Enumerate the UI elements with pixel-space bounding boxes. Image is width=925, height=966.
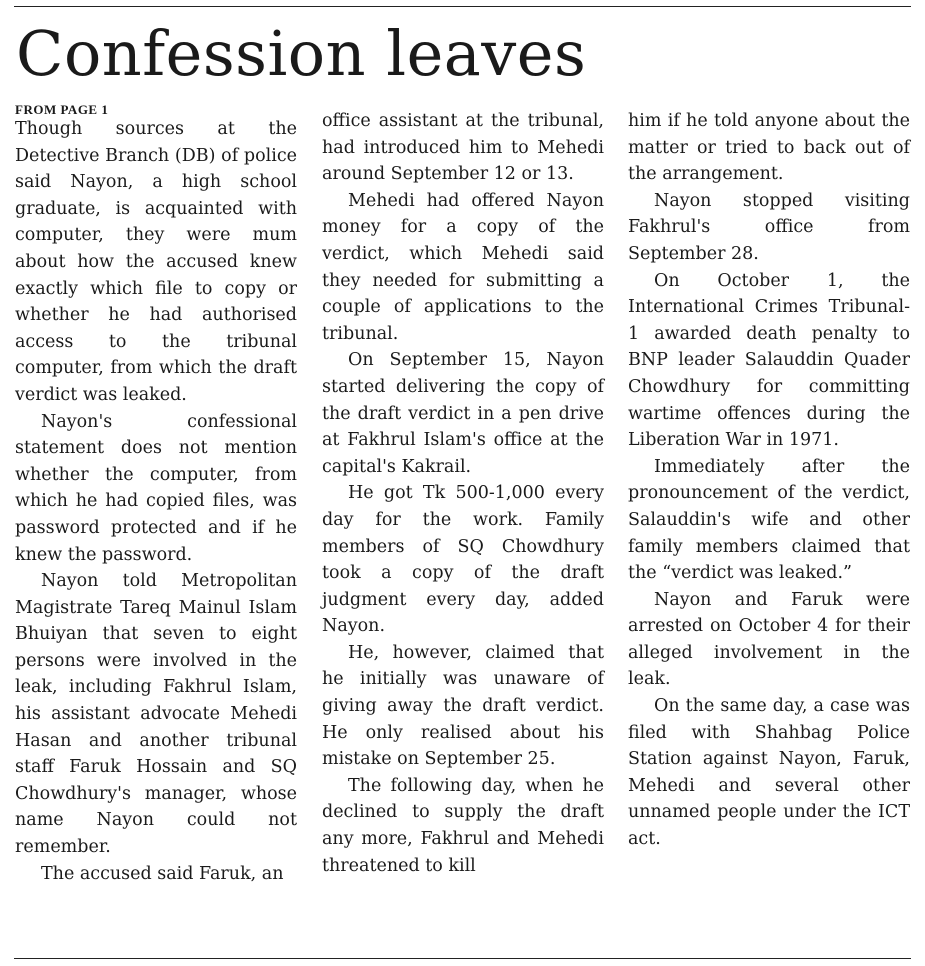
paragraph: office assistant at the tribunal, had introduced him to Mehedi around September 12 or 13. xyxy=(322,111,604,185)
headline: Confession leaves xyxy=(16,17,587,90)
paragraph: Nayon stopped visiting Fakhrul's office from September 28. xyxy=(628,190,910,264)
paragraph: He, however, claimed that he initially was unaware of giving away the draft verdict. He only realised about his mistake on September 25. xyxy=(322,642,604,770)
paragraph: On September 15, Nayon started delivering the copy of the draft verdict in a pen drive at Fakhrul Islam's office at the capital's Kakrail. xyxy=(322,350,604,477)
paragraph: Mehedi had offered Nayon money for a copy of the verdict, which Mehedi said they needed for submitting a couple of applications to the tribunal. xyxy=(322,190,604,344)
paragraph: He got Tk 500-1,000 every day for the work. Family members of SQ Chowdhury took a copy of the draft judgment every day, added Nayon. xyxy=(322,483,604,637)
paragraph: The following day, when he declined to supply the draft any more, Fakhrul and Mehedi threatened to kill xyxy=(322,775,604,876)
article-column-1 xyxy=(15,102,297,887)
article-column-3 xyxy=(628,108,910,853)
kicker: FROM PAGE 1 xyxy=(15,102,109,117)
top-rule xyxy=(14,6,911,7)
bottom-rule xyxy=(14,958,911,959)
article-column-2 xyxy=(322,108,604,879)
paragraph: Nayon told Metropolitan Magistrate Tareq Mainul Islam Bhuiyan that seven to eight persons were involved in the leak, including Fakhrul Islam, his assistant advocate Mehedi Hasan and another tribunal staff Faruk Hossain and SQ Chowdhury's manager, whose name Nayon could not remember. xyxy=(15,571,297,858)
paragraph: On the same day, a case was filed with Shahbag Police Station against Nayon, Faruk, Mehedi and several other unnamed people under the ICT act. xyxy=(628,696,910,850)
paragraph: Nayon's confessional statement does not mention whether the computer, from which he had copied files, was password protected and if he knew the password. xyxy=(15,411,297,565)
paragraph: The accused said Faruk, an xyxy=(41,863,284,884)
paragraph: Though sources at the Detective Branch (DB) of police said Nayon, a high school graduate, is acquainted with computer, they were mum about how the accused knew exactly which file to copy or whether he had authorised access to the tribunal computer, from which the draft verdict was leaked. xyxy=(15,119,297,405)
paragraph: Nayon and Faruk were arrested on October 4 for their alleged involvement in the leak. xyxy=(628,589,910,690)
paragraph: On October 1, the International Crimes Tribunal-1 awarded death penalty to BNP leader Salauddin Quader Chowdhury for committing wartime offences during the Liberation War in 1971. xyxy=(628,270,910,451)
paragraph: Immediately after the pronouncement of the verdict, Salauddin's wife and other family members claimed that the “verdict was leaked.” xyxy=(628,456,910,584)
paragraph: him if he told anyone about the matter or tried to back out of the arrangement. xyxy=(628,111,910,185)
